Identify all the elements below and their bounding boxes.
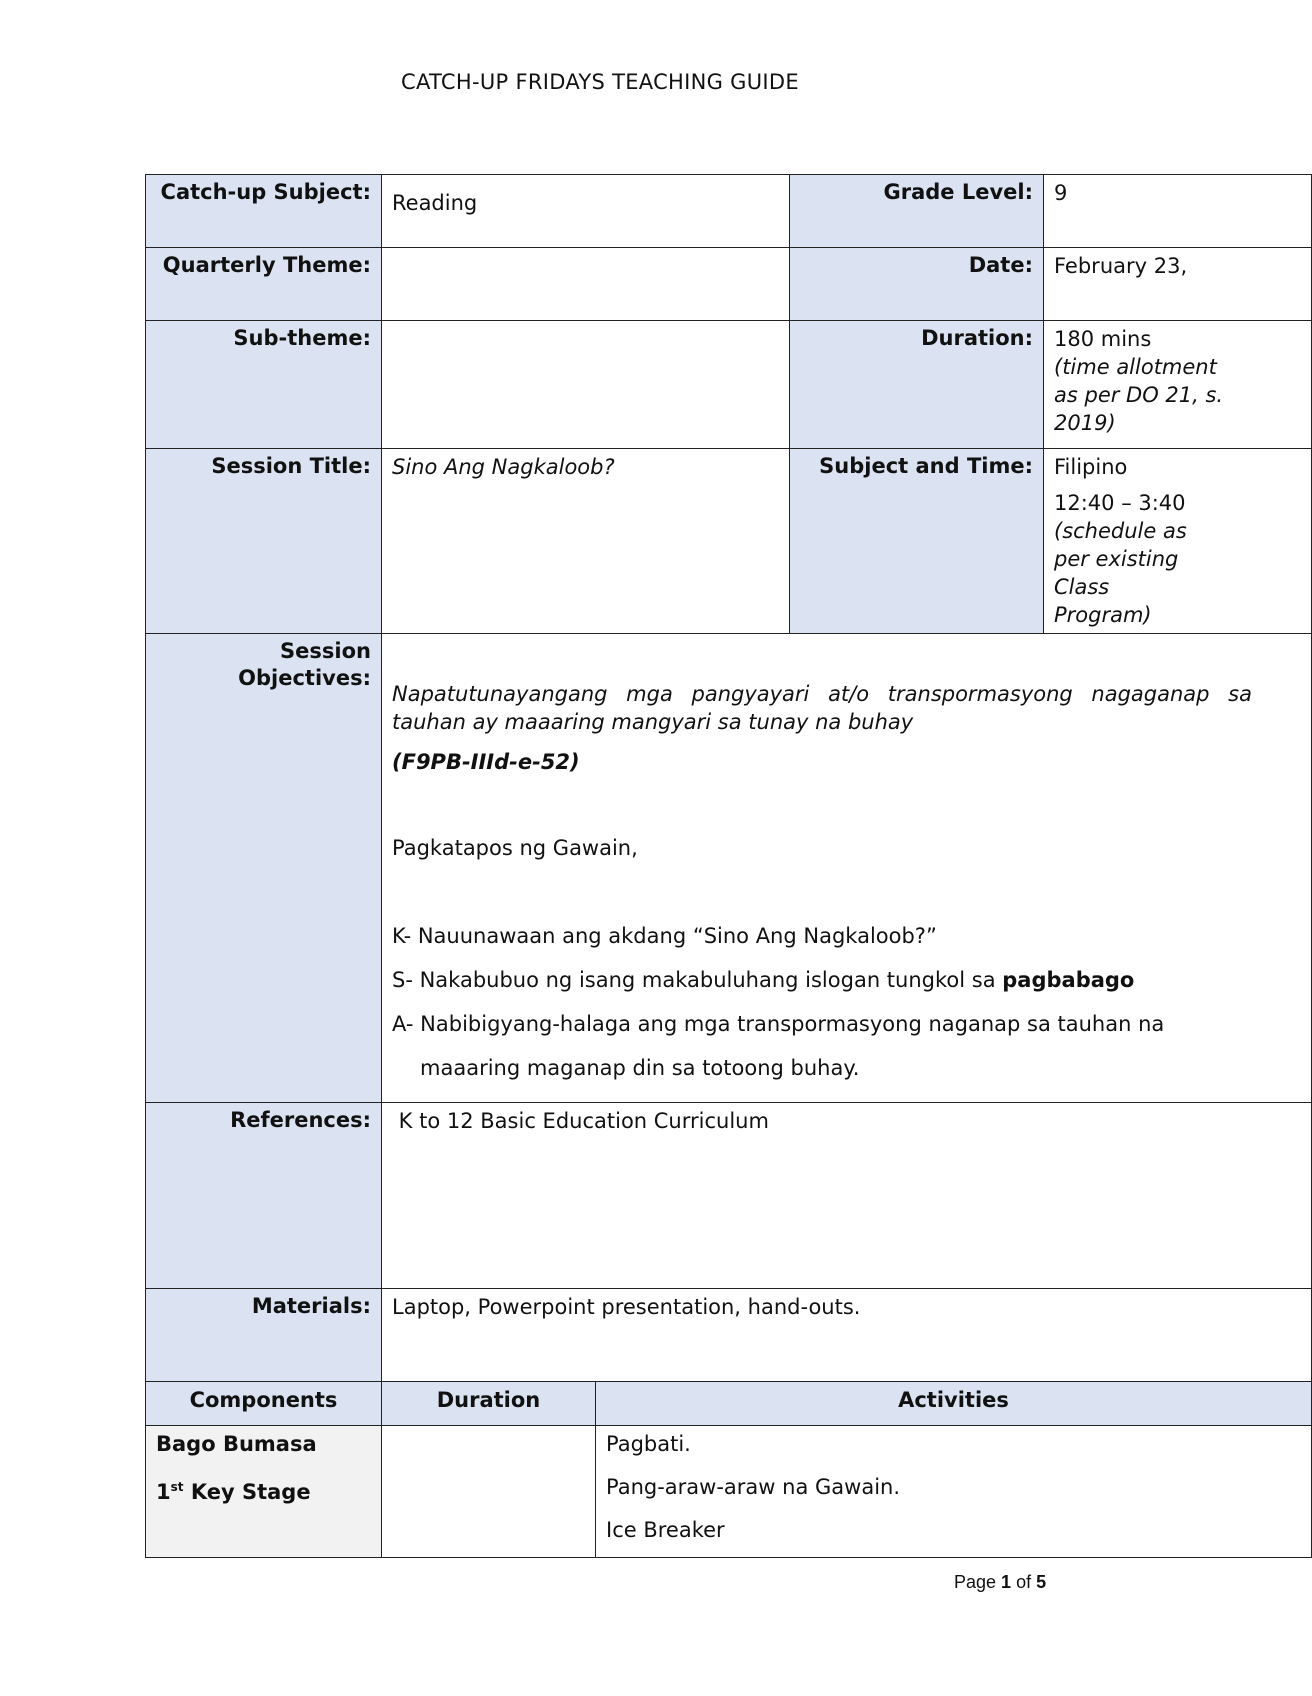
objective-attitude: A- Nabibigyang-halaga ang mga transpormasyong naganap sa tauhan na: [392, 1012, 1165, 1036]
row-materials: [146, 1289, 1312, 1382]
objective-code: (F9PB-IIId-e-52): [392, 750, 580, 774]
objective-skill: S- Nakabubuo ng isang makabuluhang islogan tungkol sa pagbabago: [392, 968, 1135, 992]
objective-skill-bold: pagbabago: [1002, 968, 1135, 992]
objective-main: Napatutunayangang mga pangyayari at/o transpormasyong nagaganap sa tauhan ay maaaring mangyari sa tunay na buhay: [392, 682, 1252, 734]
subject-time-note: (schedule as per existing Class Program): [1054, 519, 1187, 627]
component-cell: [146, 1426, 382, 1558]
session-objectives-label: Session Objectives:: [146, 634, 382, 1103]
subject-time-time: 12:40 – 3:40: [1054, 491, 1186, 515]
row-objectives: [146, 634, 1312, 1103]
table-row: [146, 1426, 1312, 1558]
quarterly-theme-value: [382, 248, 790, 321]
row-references: [146, 1103, 1312, 1289]
subject-label: Catch-up Subject:: [146, 175, 382, 248]
duration-mins: 180 mins: [1054, 327, 1152, 351]
session-title-label: Session Title:: [146, 449, 382, 634]
quarterly-theme-label: Quarterly Theme:: [146, 248, 382, 321]
grade-level-value: 9: [1044, 175, 1312, 248]
header-duration: Duration: [382, 1382, 596, 1426]
subject-time-label: Subject and Time:: [790, 449, 1044, 634]
references-value: K to 12 Basic Education Curriculum: [382, 1103, 1312, 1289]
component-stage: 1st Key Stage: [156, 1480, 311, 1504]
row-theme: [146, 248, 1312, 321]
duration-cell: [382, 1426, 596, 1558]
objective-intro: Pagkatapos ng Gawain,: [392, 836, 638, 860]
row-session-title: [146, 449, 1312, 634]
duration-label: Duration:: [790, 321, 1044, 449]
activity-item: Ice Breaker: [606, 1518, 725, 1542]
document-area: [145, 174, 1252, 1554]
subject-time-subject: Filipino: [1054, 455, 1128, 479]
date-label: Date:: [790, 248, 1044, 321]
activity-item: Pang-araw-araw na Gawain.: [606, 1475, 901, 1499]
activity-item: Pagbati.: [606, 1432, 691, 1456]
header-components: Components: [146, 1382, 382, 1426]
header-activities: Activities: [596, 1382, 1312, 1426]
references-label: References:: [146, 1103, 382, 1289]
objective-attitude-cont: maaaring maganap din sa totoong buhay.: [420, 1056, 860, 1080]
grade-level-label: Grade Level:: [790, 175, 1044, 248]
activities-cell: [596, 1426, 1312, 1558]
objective-knowledge: K- Nauunawaan ang akdang “Sino Ang Nagkaloob?”: [392, 924, 937, 948]
duration-note: (time allotment as per DO 21, s. 2019): [1054, 355, 1224, 435]
sub-theme-label: Sub-theme:: [146, 321, 382, 449]
date-value: February 23,: [1044, 248, 1312, 321]
duration-value: [1044, 321, 1312, 449]
teaching-guide-table: [145, 174, 1312, 1558]
page-number: Page 1 of 5: [954, 1572, 1047, 1592]
row-subject: [146, 175, 1312, 248]
subject-time-value: [1044, 449, 1312, 634]
subject-value: Reading: [382, 175, 790, 248]
materials-value: Laptop, Powerpoint presentation, hand-outs.: [382, 1289, 1312, 1382]
activities-header-row: [146, 1382, 1312, 1426]
session-title-value: Sino Ang Nagkaloob?: [382, 449, 790, 634]
sub-theme-value: [382, 321, 790, 449]
row-subtheme: [146, 321, 1312, 449]
component-name: Bago Bumasa: [156, 1432, 317, 1456]
materials-label: Materials:: [146, 1289, 382, 1382]
session-objectives-value: [382, 634, 1312, 1103]
page-title: CATCH-UP FRIDAYS TEACHING GUIDE: [401, 70, 799, 94]
